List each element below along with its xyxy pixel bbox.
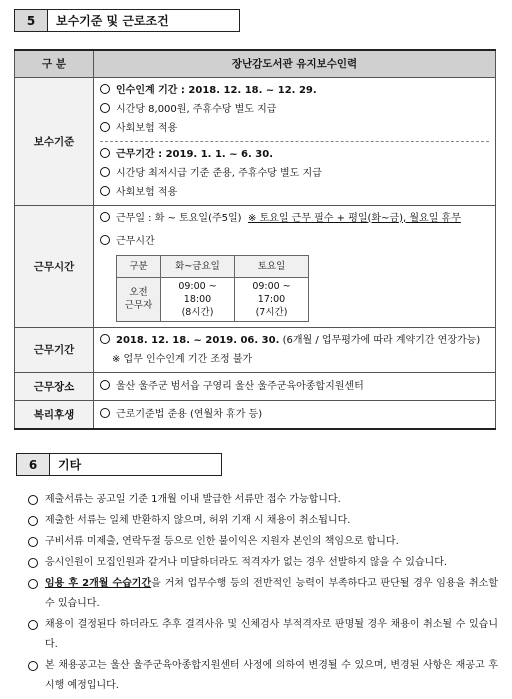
- hours-header-category: 구분: [117, 255, 161, 277]
- conditions-table: [14, 49, 496, 430]
- row-label: 보수기준: [15, 77, 94, 205]
- list-item: 구비서류 미제출, 연락두절 등으로 인한 불이익은 지원자 본인의 책임으로 합니다.: [28, 532, 498, 552]
- circle-bullet-icon: [100, 334, 110, 344]
- list-item: 시간당 8,000원, 주휴수당 별도 지급: [100, 100, 489, 119]
- list-item: 사회보험 적용: [100, 183, 489, 202]
- notes-list: [28, 490, 498, 697]
- row-label: 근무시간: [15, 205, 94, 327]
- list-item: 응시인원이 모집인원과 같거나 미달하더라도 적격자가 없는 경우 선발하지 않을 수 있습니다.: [28, 553, 498, 573]
- circle-bullet-icon: [28, 516, 38, 526]
- section-title: 기타: [50, 453, 222, 476]
- circle-bullet-icon: [100, 148, 110, 158]
- list-item: 임용 후 2개월 수습기간을 거쳐 업무수행 등의 전반적인 능력이 부족하다고 판단될 경우 임용을 취소할 수 있습니다.: [28, 574, 498, 614]
- hours-row-category: 오전 근무자: [117, 277, 161, 321]
- circle-bullet-icon: [100, 103, 110, 113]
- circle-bullet-icon: [28, 495, 38, 505]
- row-content: [94, 327, 496, 372]
- divider: [100, 141, 489, 142]
- section-5-header: [14, 9, 240, 32]
- list-item: 근무기간 : 2019. 1. 1. ~ 6. 30.: [100, 145, 489, 164]
- circle-bullet-icon: [100, 212, 110, 222]
- table-row-place: [15, 372, 496, 400]
- circle-bullet-icon: [28, 620, 38, 630]
- list-item: 제출서류는 공고일 기준 1개월 이내 발급한 서류만 접수 가능합니다.: [28, 490, 498, 510]
- hours-header-saturday: 토요일: [235, 255, 309, 277]
- circle-bullet-icon: [28, 579, 38, 589]
- list-item: 시간당 최저시급 기준 준용, 주휴수당 별도 지급: [100, 164, 489, 183]
- list-item: 근무일 : 화 ~ 토요일(주5일) ※ 토요일 근무 필수 + 평일(화~금), 월요일 휴무: [100, 209, 489, 228]
- row-label: 근무장소: [15, 372, 94, 400]
- circle-bullet-icon: [28, 537, 38, 547]
- circle-bullet-icon: [100, 186, 110, 196]
- list-item: 2018. 12. 18. ~ 2019. 06. 30. (6개월 / 업무평가에 따라 계약기간 연장가능): [100, 331, 489, 350]
- section-number: 6: [16, 453, 50, 476]
- table-row-hours: [15, 205, 496, 327]
- row-content: [94, 372, 496, 400]
- list-item: 근무시간: [100, 232, 489, 251]
- list-item: 근로기준법 준용 (연월차 휴가 등): [100, 405, 489, 424]
- circle-bullet-icon: [100, 408, 110, 418]
- circle-bullet-icon: [100, 235, 110, 245]
- list-item: 사회보험 적용: [100, 119, 489, 138]
- hours-weekday-value: 09:00 ~ 18:00 (8시간): [161, 277, 235, 321]
- list-item: 채용이 결정된다 하더라도 추후 결격사유 및 신체검사 부적격자로 판명될 경우 채용이 취소될 수 있습니다.: [28, 615, 498, 655]
- row-content: [94, 77, 496, 205]
- header-content: 장난감도서관 유지보수인력: [94, 50, 496, 77]
- hours-table: [116, 255, 309, 322]
- note-line: ※ 업무 인수인계 기간 조정 불가: [112, 353, 253, 365]
- hours-header-weekday: 화~금요일: [161, 255, 235, 277]
- hours-saturday-value: 09:00 ~ 17:00 (7시간): [235, 277, 309, 321]
- section-title: 보수기준 및 근로조건: [48, 9, 240, 32]
- row-label: 근무기간: [15, 327, 94, 372]
- circle-bullet-icon: [100, 122, 110, 132]
- hours-header-row: [117, 255, 309, 277]
- header-category: 구 분: [15, 50, 94, 77]
- circle-bullet-icon: [28, 661, 38, 671]
- circle-bullet-icon: [100, 380, 110, 390]
- table-row-welfare: [15, 400, 496, 429]
- circle-bullet-icon: [100, 84, 110, 94]
- section-number: 5: [14, 9, 48, 32]
- list-item: 울산 울주군 범서읍 구영리 울산 울주군육아종합지원센터: [100, 377, 489, 396]
- list-item: 인수인계 기간 : 2018. 12. 18. ~ 12. 29.: [100, 81, 489, 100]
- circle-bullet-icon: [100, 167, 110, 177]
- table-row-period: [15, 327, 496, 372]
- section-6-header: [16, 453, 222, 476]
- row-content: [94, 400, 496, 429]
- table-header-row: [15, 50, 496, 77]
- hours-row: [117, 277, 309, 321]
- row-content: [94, 205, 496, 327]
- table-row-pay: [15, 77, 496, 205]
- row-label: 복리후생: [15, 400, 94, 429]
- circle-bullet-icon: [28, 558, 38, 568]
- list-item: 본 채용공고는 울산 울주군육아종합지원센터 사정에 의하여 변경될 수 있으며, 변경된 사항은 재공고 후 시행 예정입니다.: [28, 656, 498, 696]
- list-item: 제출한 서류는 일체 반환하지 않으며, 허위 기재 시 채용이 취소됩니다.: [28, 511, 498, 531]
